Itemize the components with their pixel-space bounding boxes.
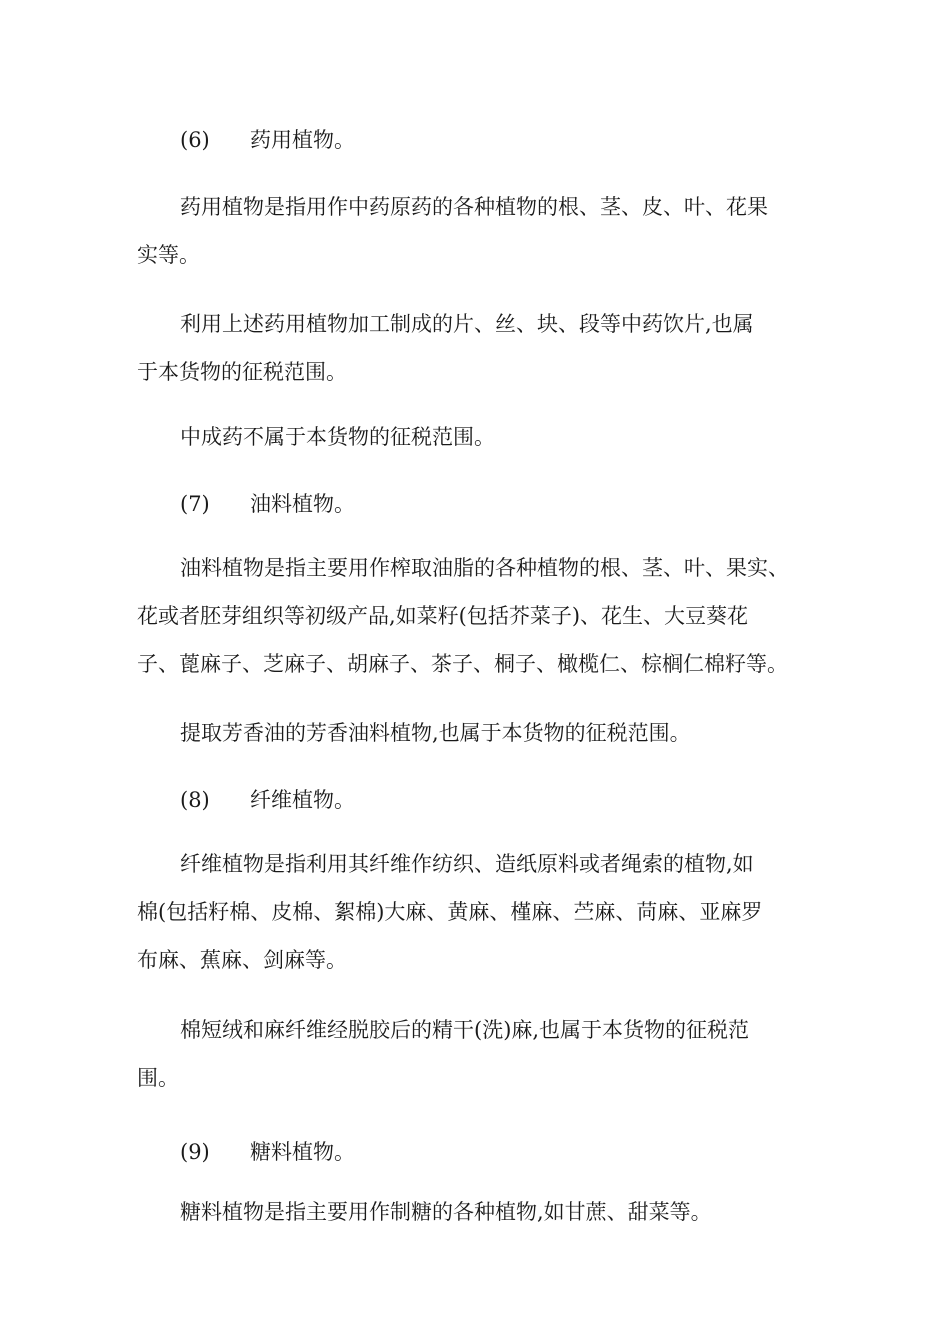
- section-heading-9: [180, 1138, 870, 1166]
- section-number: (6): [180, 128, 210, 152]
- paragraph: [137, 1006, 827, 1102]
- text-line: 提取芳香油的芳香油料植物,也属于本货物的征税范围。: [180, 721, 691, 745]
- text-line: 实等。: [137, 243, 200, 267]
- section-number: (7): [180, 492, 210, 516]
- paragraph: [137, 300, 827, 396]
- section-title: 纤维植物。: [250, 788, 355, 812]
- paragraph: [137, 183, 827, 279]
- section-title: 糖料植物。: [250, 1140, 355, 1164]
- text-line: 药用植物是指用作中药原药的各种植物的根、茎、皮、叶、花果: [180, 195, 768, 219]
- text-line: 于本货物的征税范围。: [137, 360, 347, 384]
- text-line: 子、蓖麻子、芝麻子、胡麻子、茶子、桐子、橄榄仁、棕榈仁棉籽等。: [137, 652, 788, 676]
- section-number: (8): [180, 788, 210, 812]
- text-line: 纤维植物是指利用其纤维作纺织、造纸原料或者绳索的植物,如: [180, 852, 754, 876]
- section-title: 油料植物。: [250, 492, 355, 516]
- section-title: 药用植物。: [250, 128, 355, 152]
- section-number: (9): [180, 1140, 210, 1164]
- paragraph: [137, 1188, 827, 1236]
- text-line: 围。: [137, 1066, 179, 1090]
- text-line: 中成药不属于本货物的征税范围。: [180, 425, 495, 449]
- paragraph: [137, 413, 827, 461]
- text-line: 棉短绒和麻纤维经脱胶后的精干(洗)麻,也属于本货物的征税范: [180, 1018, 750, 1042]
- text-line: 棉(包括籽棉、皮棉、絮棉)大麻、黄麻、槿麻、苎麻、苘麻、亚麻罗: [137, 900, 763, 924]
- section-heading-6: [180, 126, 870, 154]
- paragraph: [137, 709, 827, 757]
- paragraph: [137, 840, 827, 984]
- text-line: 布麻、蕉麻、剑麻等。: [137, 948, 347, 972]
- text-line: 油料植物是指主要用作榨取油脂的各种植物的根、茎、叶、果实、: [180, 556, 789, 580]
- text-line: 利用上述药用植物加工制成的片、丝、块、段等中药饮片,也属: [180, 312, 754, 336]
- section-heading-7: [180, 490, 870, 518]
- paragraph: [137, 544, 827, 688]
- text-line: 花或者胚芽组织等初级产品,如菜籽(包括芥菜子)、花生、大豆葵花: [137, 604, 749, 628]
- section-heading-8: [180, 786, 870, 814]
- text-line: 糖料植物是指主要用作制糖的各种植物,如甘蔗、甜菜等。: [180, 1200, 712, 1224]
